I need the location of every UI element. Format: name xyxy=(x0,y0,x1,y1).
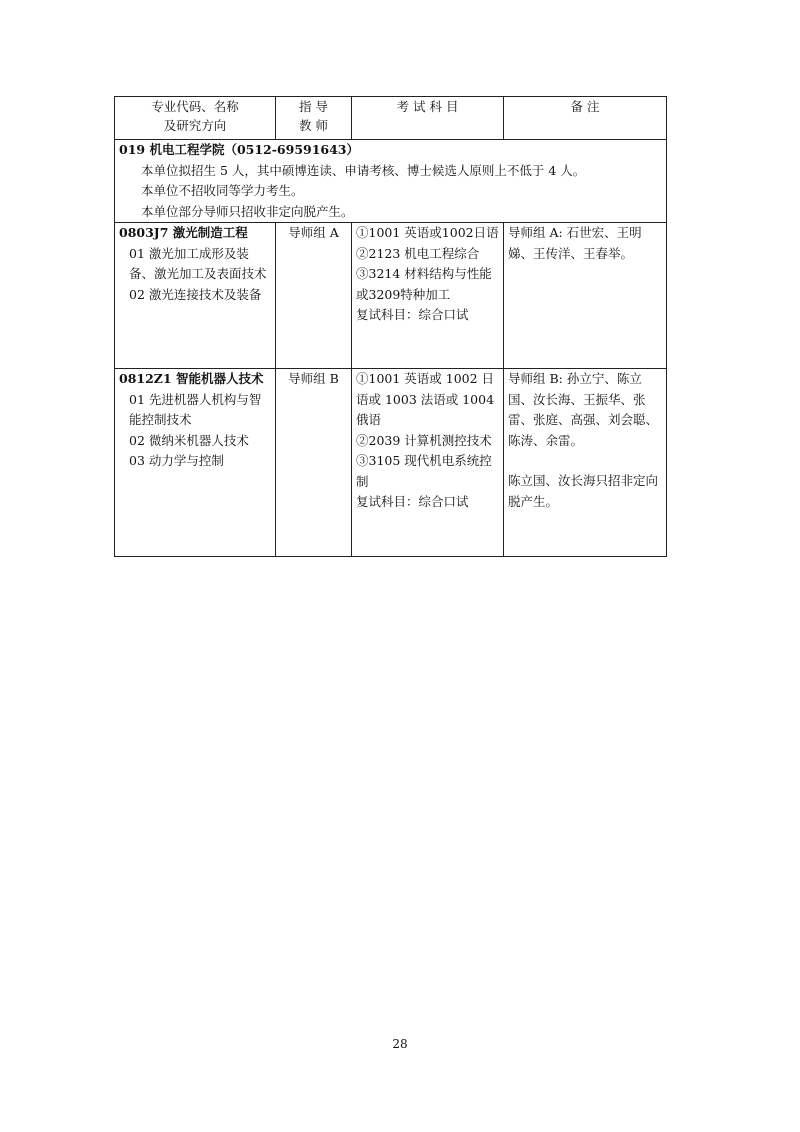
exam-item: ③3105 现代机电系统控制 xyxy=(356,453,492,489)
program-direction: 01 激光加工成形及装备、激光加工及表面技术 xyxy=(129,245,267,281)
college-title: 019 机电工程学院（0512-69591643） xyxy=(119,142,360,157)
header-major xyxy=(115,97,276,140)
header-exam: 考 试 科 目 xyxy=(352,97,504,140)
exam-item: ②2039 计算机测控技术 xyxy=(356,432,492,448)
program-advisor: 导师组 B xyxy=(276,369,352,557)
exam-item: ①1001 英语或 1002 日语或 1003 法语或 1004 俄语 xyxy=(356,371,495,427)
program-row xyxy=(115,223,667,369)
header-advisor xyxy=(276,97,352,140)
note-spacer xyxy=(508,451,662,471)
catalog-table xyxy=(114,96,667,557)
page-number: 28 xyxy=(392,1037,408,1051)
program-note: 导师组 B: 孙立宁、陈立国、汝长海、王振华、张雷、张庭、高强、刘会聪、陈涛、余雷。 xyxy=(508,371,659,448)
exam-item: ③3214 材料结构与性能或3209特种加工 xyxy=(356,266,492,302)
header-advisor-line2: 教 师 xyxy=(299,118,328,133)
program-notes-cell xyxy=(504,369,667,557)
program-title: 0803J7 激光制造工程 xyxy=(119,225,248,240)
program-advisor: 导师组 A xyxy=(276,223,352,369)
program-major-cell xyxy=(115,223,276,369)
header-major-line1: 专业代码、名称 xyxy=(151,99,239,114)
college-row xyxy=(115,140,667,223)
exam-item: 复试科目：综合口试 xyxy=(356,307,469,322)
college-note: 本单位不招收同等学力考生。 xyxy=(141,183,304,198)
header-major-line2: 及研究方向 xyxy=(163,118,227,133)
header-notes: 备 注 xyxy=(504,97,667,140)
exam-item: ②2123 机电工程综合 xyxy=(356,245,480,261)
program-note: 导师组 A: 石世宏、王明娣、王传洋、王春举。 xyxy=(508,225,642,261)
program-direction: 01 先进机器人机构与智能控制技术 xyxy=(129,391,262,427)
program-direction: 03 动力学与控制 xyxy=(129,453,224,468)
program-direction: 02 微纳米机器人技术 xyxy=(129,432,249,448)
header-advisor-line1: 指 导 xyxy=(299,99,328,114)
college-note: 本单位部分导师只招收非定向脱产生。 xyxy=(141,203,354,219)
program-exam-cell xyxy=(352,369,504,557)
program-note: 陈立国、汝长海只招非定向脱产生。 xyxy=(508,473,659,509)
program-exam-cell xyxy=(352,223,504,369)
program-direction: 02 激光连接技术及装备 xyxy=(129,286,262,302)
program-title: 0812Z1 智能机器人技术 xyxy=(119,371,264,386)
program-row xyxy=(115,369,667,557)
college-cell xyxy=(115,140,667,223)
header-row xyxy=(115,97,667,140)
program-notes-cell xyxy=(504,223,667,369)
exam-item: ①1001 英语或1002日语 xyxy=(356,225,499,240)
college-note: 本单位拟招生 5 人，其中硕博连读、申请考核、博士候选人原则上不低于 4 人。 xyxy=(141,162,586,178)
exam-item: 复试科目：综合口试 xyxy=(356,494,469,509)
program-major-cell xyxy=(115,369,276,557)
